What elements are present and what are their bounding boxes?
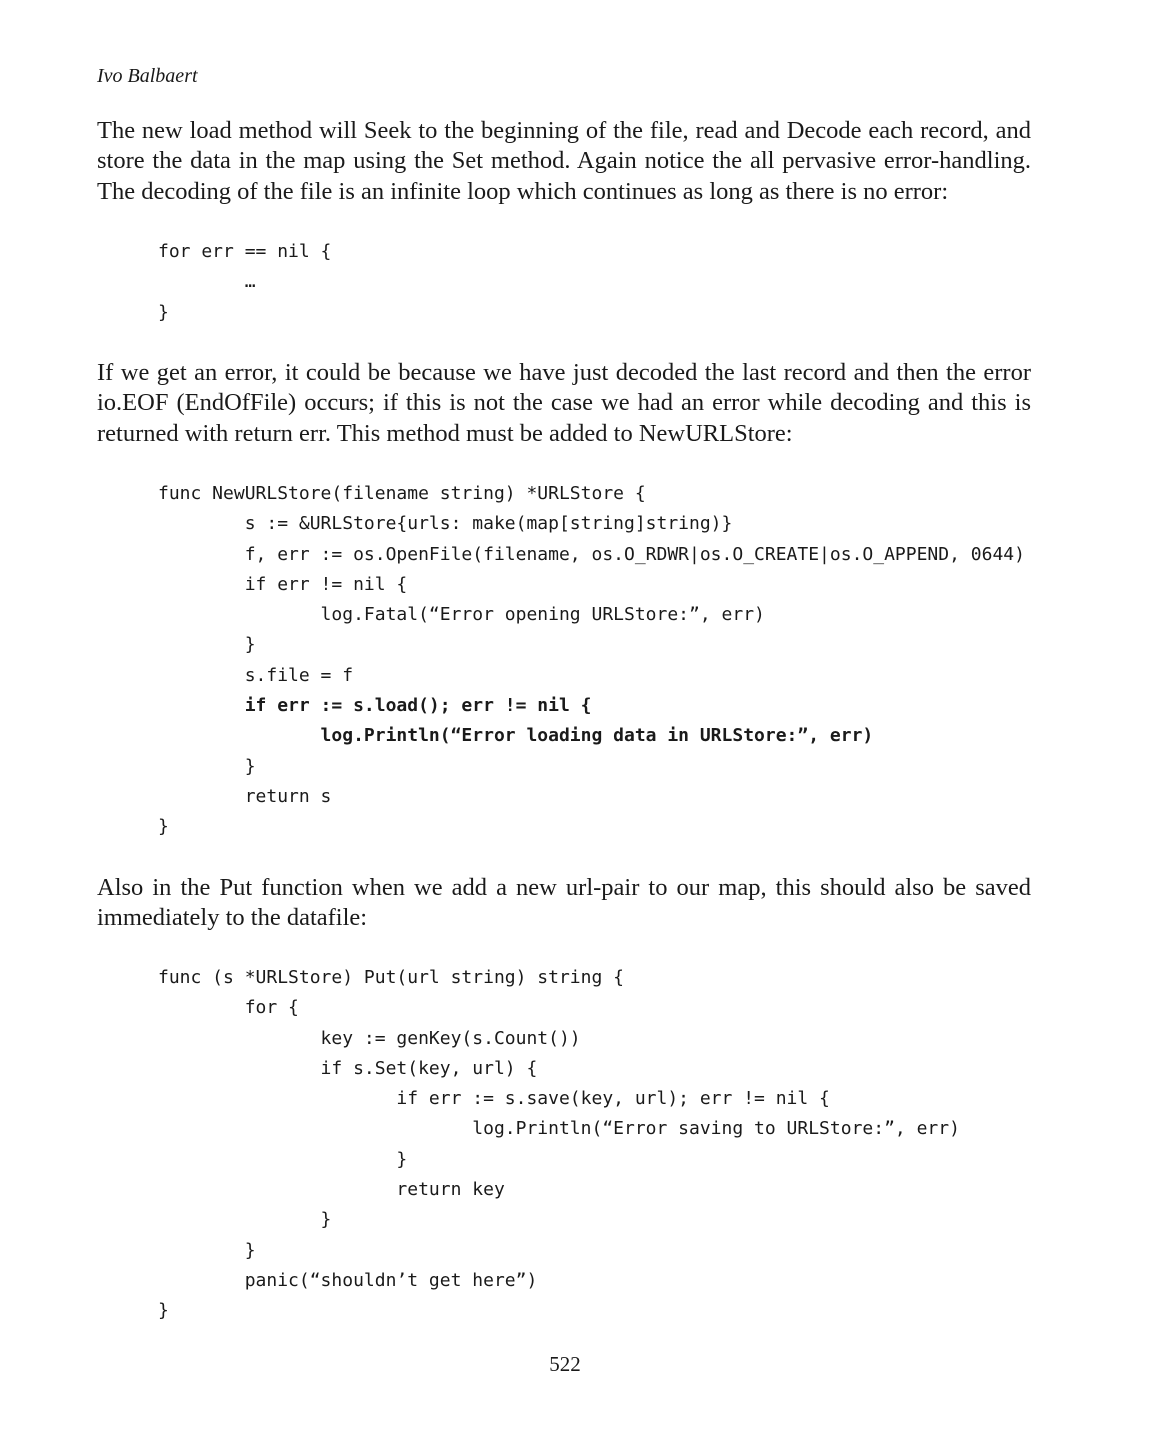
code-line: for err == nil {: [158, 241, 332, 262]
code-line: return key: [158, 1179, 505, 1201]
code-line: return s: [158, 785, 332, 807]
code-line: for {: [158, 997, 299, 1019]
code-line: }: [158, 301, 169, 323]
code-line: }: [158, 1209, 332, 1231]
paragraph-put-function: Also in the Put function when we add a new url-pair to our map, this should also be saved immediately to the datafile:: [97, 874, 1031, 932]
code-line: log.Println(“Error saving to URLStore:”, err): [158, 1118, 960, 1140]
code-block-new-urlstore: [158, 479, 1025, 843]
code-line-highlighted: if err := s.load(); err != nil {: [158, 695, 592, 717]
code-line: }: [158, 1300, 169, 1322]
paragraph-load-method: The new load method will Seek to the beginning of the file, read and Decode each record, and store the data in the map using the Set method. Again notice the all pervasive error-handling. The decoding of the file is an infinite loop which continues as long as there is no error:: [97, 117, 1031, 205]
code-line: f, err := os.OpenFile(filename, os.O_RDWR|os.O_CREATE|os.O_APPEND, 0644): [158, 543, 1025, 565]
code-line: if err := s.save(key, url); err != nil {: [158, 1088, 830, 1110]
paragraph-error-explanation: If we get an error, it could be because we have just decoded the last record and then the error io.EOF (EndOfFile) occurs; if this is not the case we had an error while decoding and this is returned with return err. This method must be added to NewURLStore:: [97, 359, 1031, 447]
code-line: }: [158, 755, 256, 777]
code-line: s.file = f: [158, 664, 354, 686]
code-line: }: [158, 1148, 408, 1170]
code-line: panic(“shouldn’t get here”): [158, 1269, 538, 1291]
code-line: }: [158, 634, 256, 656]
code-line: …: [158, 271, 256, 293]
code-line: func (s *URLStore) Put(url string) string {: [158, 967, 624, 988]
code-line: if err != nil {: [158, 573, 408, 595]
code-line: if s.Set(key, url) {: [158, 1057, 538, 1079]
code-line: func NewURLStore(filename string) *URLStore {: [158, 483, 646, 504]
running-head-author: Ivo Balbaert: [97, 65, 198, 87]
code-line: s := &URLStore{urls: make(map[string]string)}: [158, 513, 733, 535]
code-line: }: [158, 816, 169, 838]
code-line-highlighted: log.Println(“Error loading data in URLStore:”, err): [158, 725, 874, 747]
code-line: log.Fatal(“Error opening URLStore:”, err): [158, 604, 765, 626]
code-line: key := genKey(s.Count()): [158, 1027, 581, 1049]
code-block-put: [158, 963, 960, 1327]
page-number: 522: [549, 1352, 581, 1376]
code-block-for-loop: [158, 237, 331, 328]
code-line: }: [158, 1239, 256, 1261]
